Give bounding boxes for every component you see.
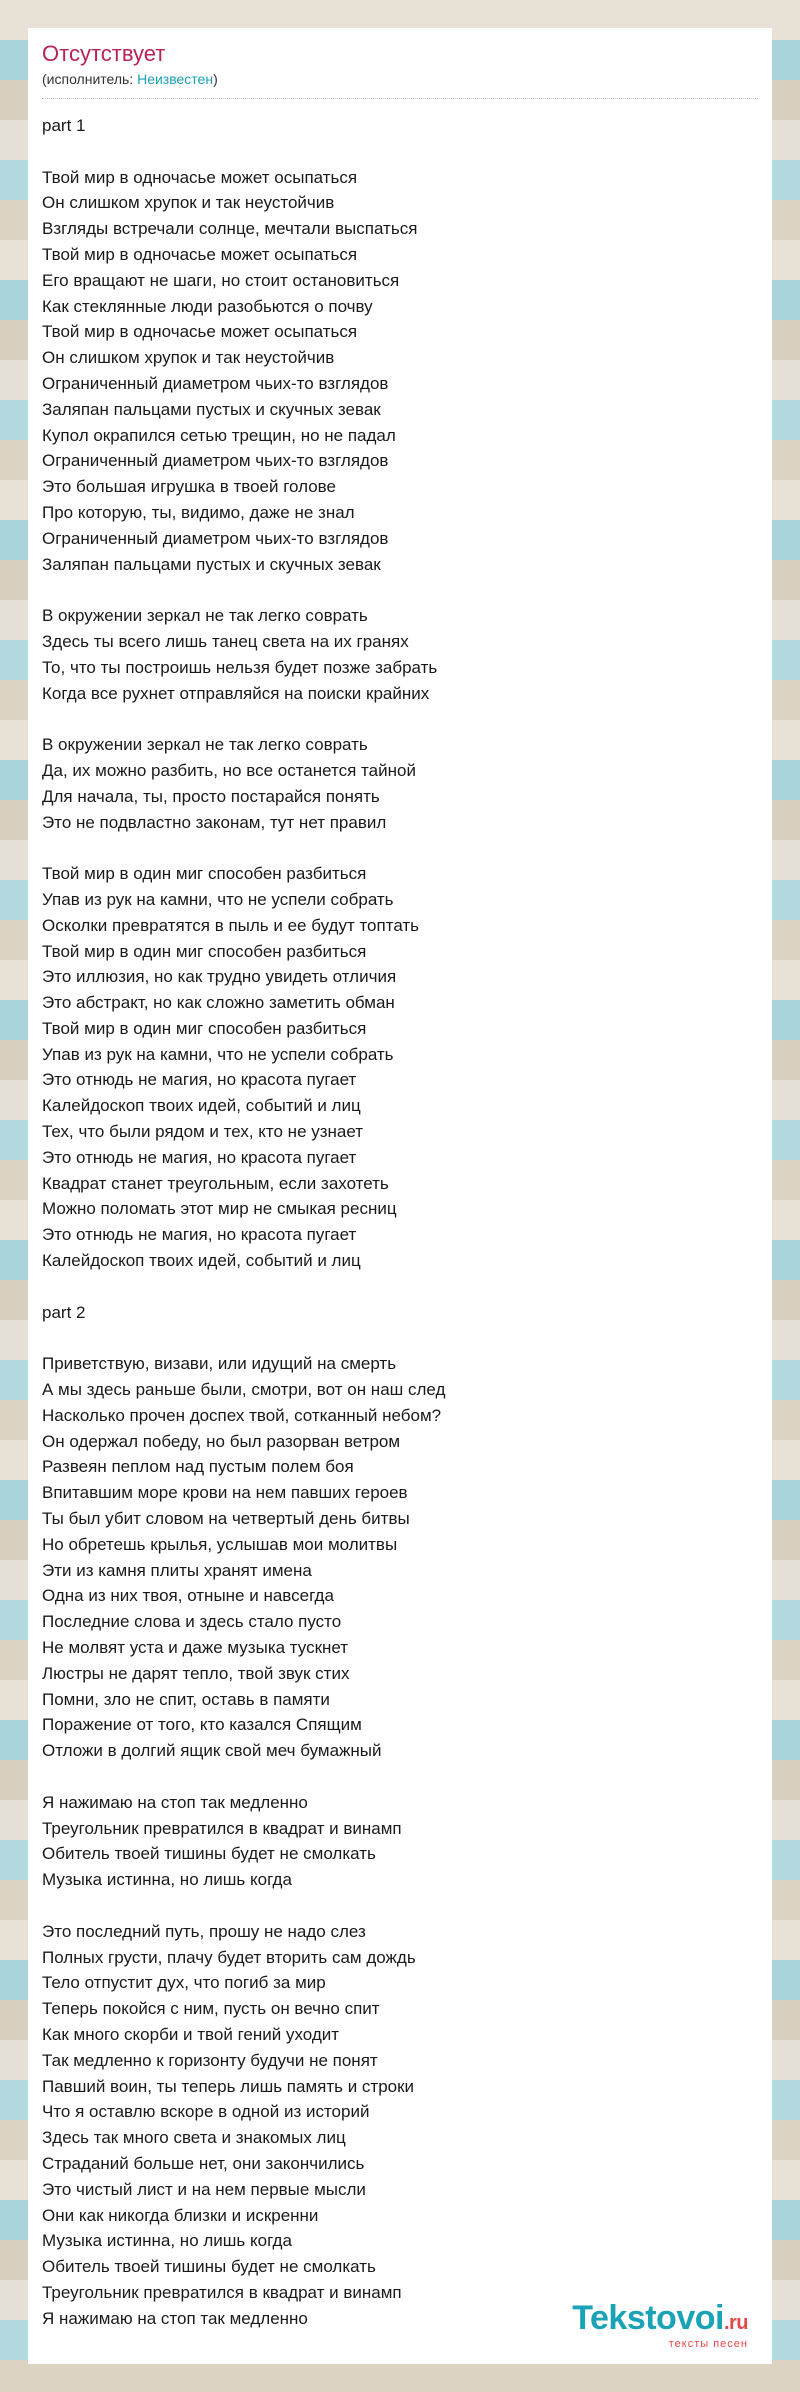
logo-wordmark: [572, 2301, 748, 2340]
logo-main-text: Tekstovoi: [572, 2299, 724, 2337]
logo-tld: .ru: [723, 2312, 748, 2334]
site-logo[interactable]: [572, 2301, 748, 2350]
lyrics-card: [28, 28, 772, 2364]
artist-line: [42, 70, 758, 88]
divider: [42, 98, 758, 99]
song-title: Отсутствует: [42, 41, 166, 66]
logo-tagline: тексты песен: [668, 2338, 748, 2350]
lyrics-text: part 1 Твой мир в одночасье может осыпаться Он слишком хрупок и так неустойчив Взгляды встречали солнце, мечтали выспаться Твой мир в одночасье может осыпаться Его вращают не шаги, но стоит остановиться Как стеклянные люди разобьются о почву Твой мир в одночасье может осыпаться Он слишком хрупок и так неустойчив Ограниченный диаметром чьих-то взглядов Заляпан пальцами пустых и скучных зевак Купол окрапился сетью трещин, но не падал Ограниченный диаметром чьих-то взглядов Это большая игрушка в твоей голове Про которую, ты, видимо, даже не знал Ограниченный диаметром чьих-то взглядов Заляпан пальцами пустых и скучных зевак В окружении зеркал не так легко соврать Здесь ты всего лишь танец света на их гранях То, что ты построишь нельзя будет позже забрать Когда все рухнет отправляйся на поиски крайних В окружении зеркал не так легко соврать Да, их можно разбить, но все останется тайной Для начала, ты, просто постарайся понять Это не подвластно законам, тут нет правил Твой мир в один миг способен разбиться Упав из рук на камни, что не успели собрать Осколки превратятся в пыль и ее будут топтать Твой мир в один миг способен разбиться Это иллюзия, но как трудно увидеть отличия Это абстракт, но как сложно заметить обман Твой мир в один миг способен разбиться Упав из рук на камни, что не успели собрать Это отнюдь не магия, но красота пугает Калейдоскоп твоих идей, событий и лиц Тех, что были рядом и тех, кто не узнает Это отнюдь не магия, но красота пугает Квадрат станет треугольным, если захотеть Можно поломать этот мир не смыкая ресниц Это отнюдь не магия, но красота пугает Калейдоскоп твоих идей, событий и лиц part 2 Приветствую, визави, или идущий на смерть А мы здесь раньше были, смотри, вот он наш след Насколько прочен доспех твой, сотканный небом? Он одержал победу, но был разорван ветром Развеян пеплом над пустым полем боя Впитавшим море крови на нем павших героев Ты был убит словом на четвертый день битвы Но обретешь крылья, услышав мои молитвы Эти из камня плиты хранят имена Одна из них твоя, отныне и навсегда Последние слова и здесь стало пусто Не молвят уста и даже музыка тускнет Люстры не дарят тепло, твой звук стих Помни, зло не спит, оставь в памяти Поражение от того, кто казался Спящим Отложи в долгий ящик свой меч бумажный Я нажимаю на стоп так медленно Треугольник превратился в квадрат и винамп Обитель твоей тишины будет не смолкать Музыка истинна, но лишь когда Это последний путь, прошу не надо слез Полных грусти, плачу будет вторить сам дождь Тело отпустит дух, что погиб за мир Теперь покойся с ним, пусть он вечно спит Как много скорби и твой гений уходит Так медленно к горизонту будучи не понят Павший воин, ты теперь лишь память и строки Что я оставлю вскоре в одной из историй Здесь так много света и знакомых лиц Страданий больше нет, они закончились Это чистый лист и на нем первые мысли Они как никогда близки и искренни Музыка истинна, но лишь когда Обитель твоей тишины будет не смолкать Треугольник превратился в квадрат и винамп Я нажимаю на стоп так медленно: [42, 116, 446, 2328]
artist-link[interactable]: Неизвестен: [137, 71, 214, 87]
artist-suffix: ): [213, 71, 218, 87]
artist-prefix: (исполнитель:: [42, 71, 138, 87]
